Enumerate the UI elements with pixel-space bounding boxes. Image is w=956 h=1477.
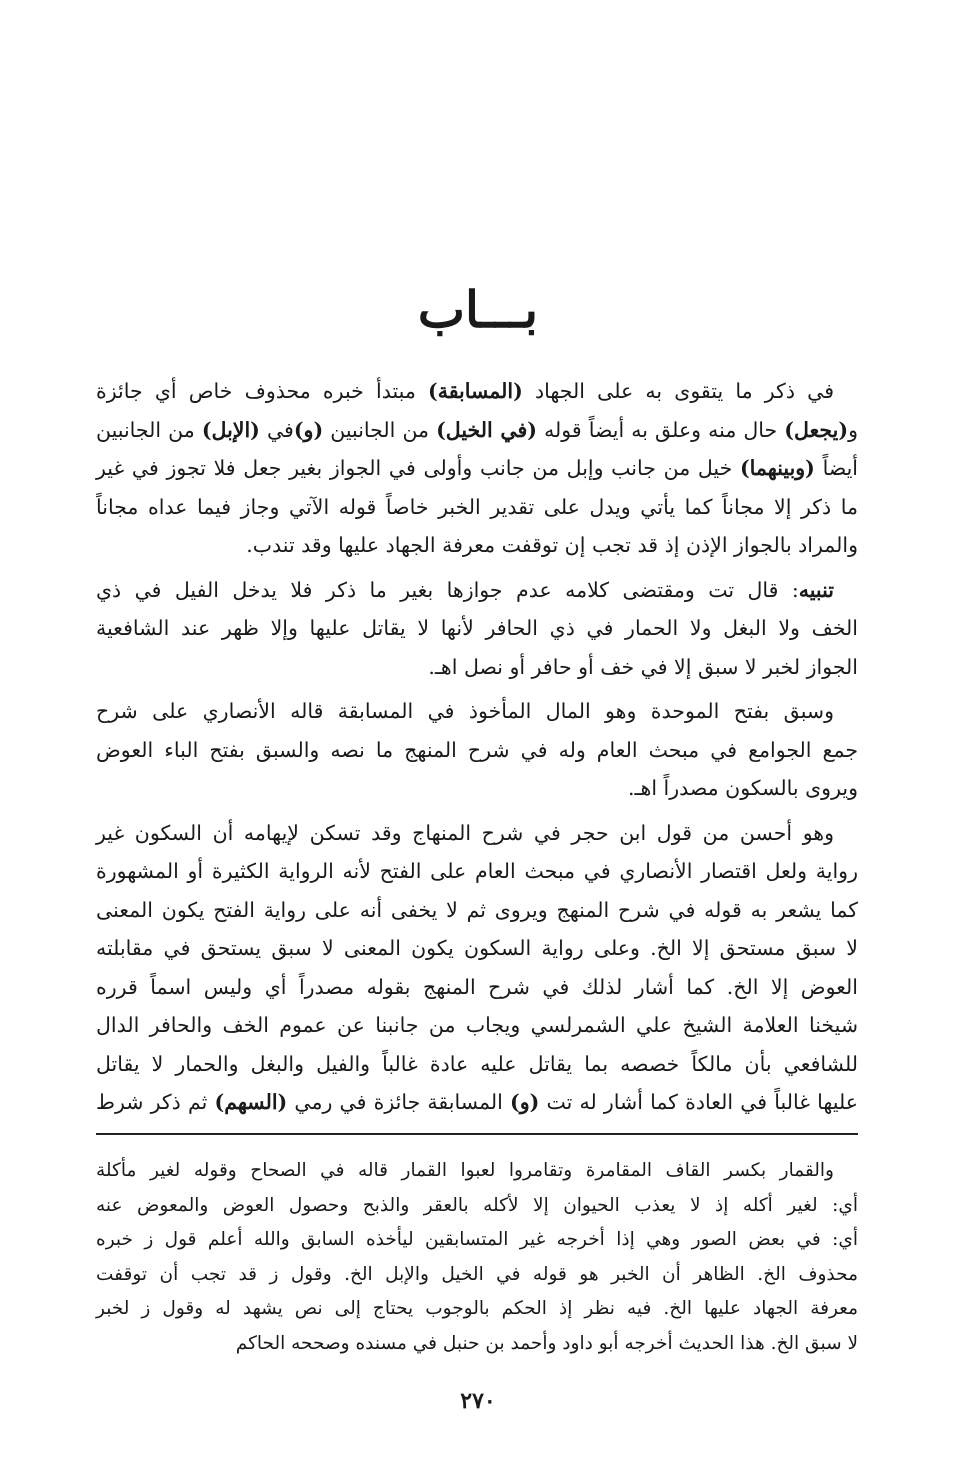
main-text [96, 372, 858, 1122]
paragraph-ahsan [96, 814, 858, 1122]
text-line: لا سبق مستحق إلا الخ. وعلى رواية السكون يكون المعنى لا سبق يستحق في مقابلته [96, 936, 858, 960]
text-line: الخف ولا البغل ولا الحمار في ذي الحافر لأنها لا يقاتل عليها وإلا ظهر عند الشافعية [96, 616, 858, 640]
text-line: جمع الجوامع في مبحث العام وله في شرح المنهج ما نصه والسبق بفتح الباء العوض [96, 737, 858, 762]
text-line: تنبيه: قال تت ومقتضى كلامه عدم جوازها بغير ما ذكر فلا يدخل الفيل في ذي [96, 577, 834, 602]
text-line: العوض إلا الخ. كما أشار لذلك في شرح المنهج بقوله مصدراً أي وليس اسماً قرره [96, 974, 858, 999]
text-line: للشافعي بأن مالكاً خصصه بما يقاتل عليه عادة غالباً والفيل والبغل والحمار لا يقاتل [96, 1051, 858, 1076]
footnote-line: محذوف الخ. الظاهر أن الخبر هو قوله في الخيل والإبل الخ. وقول ز قد تجب أن توقفت [96, 1263, 858, 1285]
footnote-line: والقمار بكسر القاف المقامرة وتقامروا لعبوا القمار قاله في الصحاح وقوله لغير مأكلة [96, 1160, 834, 1181]
paragraph-tanbih [96, 571, 858, 687]
text-line: ما ذكر إلا مجاناً كما يأتي ويدل على تقدير الخبر خاصاً قوله الآتي وجاز فيما عداه مجاناً [96, 494, 858, 519]
paragraph-intro [96, 372, 858, 565]
text-line: وهو أحسن من قول ابن حجر في شرح المنهاج وقد تسكن لإيهامه أن السكون غير [96, 820, 834, 845]
text-line: في ذكر ما يتقوى به على الجهاد (المسابقة) مبتدأ خبره محذوف خاص أي جائزة [96, 379, 835, 403]
text-line: و(يجعل) حال منه وعلق به أيضاً قوله (في الخيل) من الجانبين (و)في (الإبل) من الجانبين [96, 417, 858, 442]
paragraph-sabq [96, 692, 858, 808]
text-line: ويروى بالسكون مصدراً اهـ. [627, 776, 858, 800]
text-line: أيضاً (وبينهما) خيل من جانب وإبل من جانب وأولى في الجواز بغير جعل فلا تجوز في غير [96, 456, 858, 480]
text-line: والمراد بالجواز الإذن إذ قد تجب إن توقفت معرفة الجهاد عليها وقد تندب. [246, 533, 858, 557]
footnote-line: معرفة الجهاد عليها الخ. فيه نظر إذ الحكم بالوجوب يحتاج إلى نص يشهد له وقول ز لخبر [96, 1298, 858, 1319]
text-line: رواية ولعل اقتصار الأنصاري في مبحث العام على الفتح لأنه الرواية الكثيرة أو المشهورة [96, 859, 858, 883]
text-line: كما يشعر به قوله في شرح المنهج ويروى ثم لا يخفى أنه على رواية الفتح يكون المعنى [96, 897, 858, 922]
footnote-line: لا سبق الخ. هذا الحديث أخرجه أبو داود وأحمد بن حنبل في مسنده وصححه الحاكم [235, 1332, 858, 1354]
text-line: الجواز لخبر لا سبق إلا في خف أو حافر أو نصل اهـ. [428, 654, 858, 679]
footnote-line: أي: في بعض الصور وهي إذا أخرجه غير المتسابقين ليأخذه السابق والله أعلم قول ز خبره [96, 1229, 858, 1250]
text-line: عليها غالباً في العادة كما أشار له تت (و) المسابقة جائزة في رمي (السهم) ثم ذكر شرط [96, 1090, 858, 1114]
text-line: شيخنا العلامة الشيخ علي الشمرلسي ويجاب من جانبنا عن عموم الخف والحافر الدال [96, 1013, 858, 1037]
footnote-line: أي: لغير أكله إذ لا يعذب الحيوان إلا لأكله بالعقر والذبح وحصول العوض والمعوض عنه [96, 1194, 858, 1216]
text-line: وسبق بفتح الموحدة وهو المال المأخوذ في المسابقة قاله الأنصاري على شرح [96, 699, 834, 723]
chapter-heading: بـــاب [417, 280, 539, 339]
footnote-divider [96, 1133, 858, 1135]
page-number: ٢٧٠ [460, 1388, 496, 1414]
footnotes [96, 1154, 858, 1361]
